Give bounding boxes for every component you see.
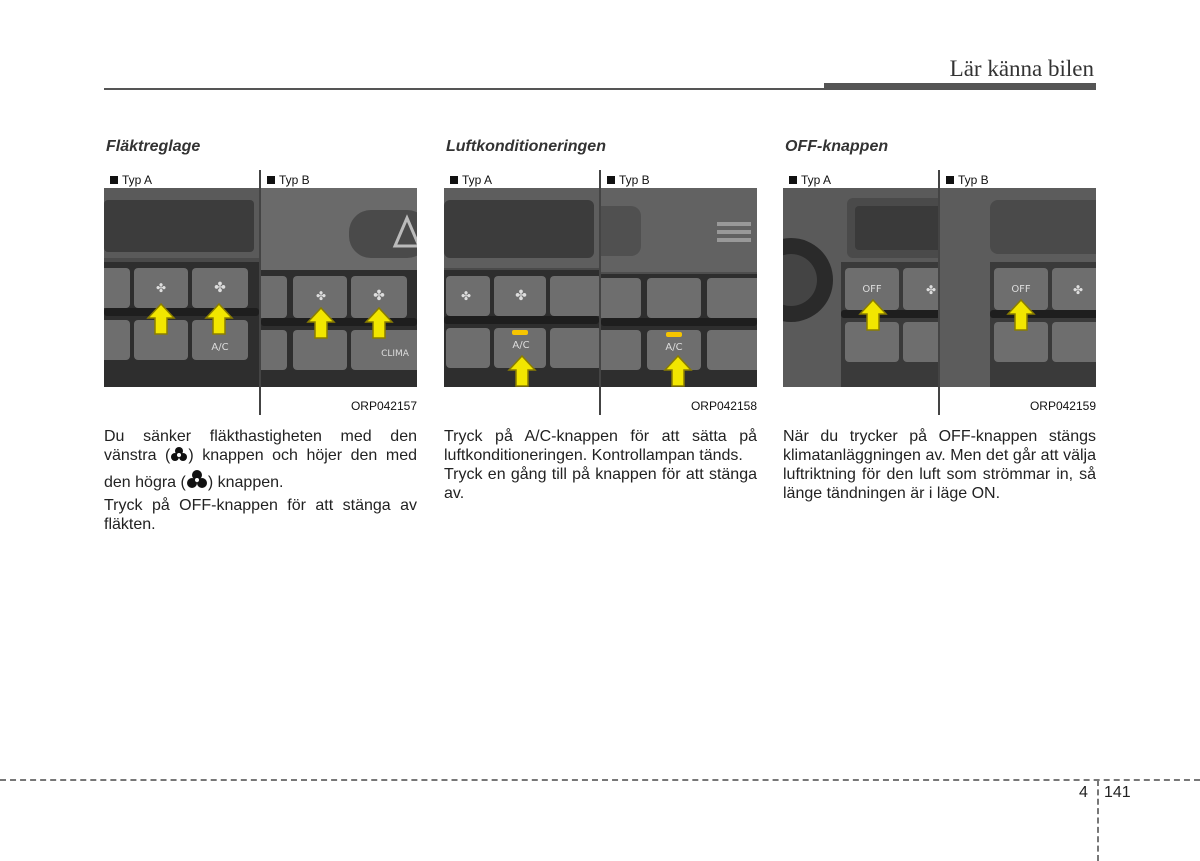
section-heading: OFF-knappen <box>785 138 889 155</box>
section-body <box>783 427 1096 503</box>
ac-button-label: A/C <box>512 340 530 351</box>
panel-type-a <box>104 170 259 387</box>
climate-panel-illustration <box>601 170 757 387</box>
ac-button-label: A/C <box>211 342 229 353</box>
panel-type-b <box>940 170 1096 387</box>
section-fan-control <box>104 138 417 534</box>
svg-text:✤: ✤ <box>315 289 327 303</box>
section-air-conditioning <box>444 138 757 503</box>
figure-air-conditioning <box>444 170 757 415</box>
type-b-label: Typ B <box>261 172 316 188</box>
svg-text:✤: ✤ <box>460 289 472 303</box>
svg-text:✤: ✤ <box>515 288 527 304</box>
header-rule-accent <box>824 83 1096 90</box>
fan-low-icon <box>170 446 188 469</box>
paragraph: När du trycker på OFF-knappen stängs klimatanläggningen av. Men det går att välja luftriktning för den luft som strömmar in, så länge tändningen är i läge ON. <box>783 428 1096 502</box>
figure-code: ORP042159 <box>1029 399 1096 413</box>
header-rule <box>104 88 824 90</box>
section-body <box>444 427 757 503</box>
paragraph: Du sänker fläkthastigheten med den vänstra ( ) knappen och höjer den med den högra ( ) knappen. <box>104 427 417 496</box>
page-number: 141 <box>1104 784 1131 801</box>
footer-rule <box>0 779 1200 781</box>
climate-panel-illustration <box>940 170 1096 387</box>
fan-high-icon <box>186 469 208 496</box>
figure-fan-control <box>104 170 417 415</box>
panel-type-b <box>601 170 757 387</box>
type-b-label: Typ B <box>601 172 656 188</box>
chapter-title: Lär känna bilen <box>949 56 1094 81</box>
type-a-label: Typ A <box>104 172 158 188</box>
section-heading: Fläktreglage <box>106 138 201 155</box>
chapter-number: 4 <box>1079 784 1088 801</box>
svg-text:✤: ✤ <box>373 288 385 304</box>
type-b-label: Typ B <box>940 172 995 188</box>
figure-off-button <box>783 170 1096 415</box>
panel-type-a <box>444 170 599 387</box>
climate-panel-illustration <box>783 170 938 387</box>
section-heading: Luftkonditioneringen <box>446 138 606 155</box>
paragraph: Tryck en gång till på knappen för att stänga av. <box>444 466 757 502</box>
climate-panel-illustration <box>444 170 599 387</box>
panel-type-b <box>261 170 417 387</box>
climate-panel-illustration <box>104 170 259 387</box>
figure-code: ORP042158 <box>690 399 757 413</box>
figure-code: ORP042157 <box>350 399 417 413</box>
svg-text:✤: ✤ <box>925 283 937 297</box>
ac-button-label: A/C <box>665 342 683 353</box>
footer-divider <box>1097 780 1099 861</box>
climate-button-label: CLIMA <box>381 349 409 359</box>
svg-text:✤: ✤ <box>1072 283 1084 297</box>
svg-text:✤: ✤ <box>214 280 226 296</box>
off-button-label: OFF <box>1011 284 1031 295</box>
panel-type-a <box>783 170 938 387</box>
section-body <box>104 427 417 534</box>
climate-panel-illustration <box>261 170 417 387</box>
off-button-label: OFF <box>862 284 882 295</box>
type-a-label: Typ A <box>444 172 498 188</box>
type-a-label: Typ A <box>783 172 837 188</box>
section-off-button <box>783 138 1096 503</box>
paragraph: Tryck på A/C-knappen för att sätta på luftkonditioneringen. Kontrollampan tänds. <box>444 428 757 464</box>
paragraph: Tryck på OFF-knappen för att stänga av fläkten. <box>104 497 417 533</box>
svg-text:✤: ✤ <box>155 281 167 295</box>
